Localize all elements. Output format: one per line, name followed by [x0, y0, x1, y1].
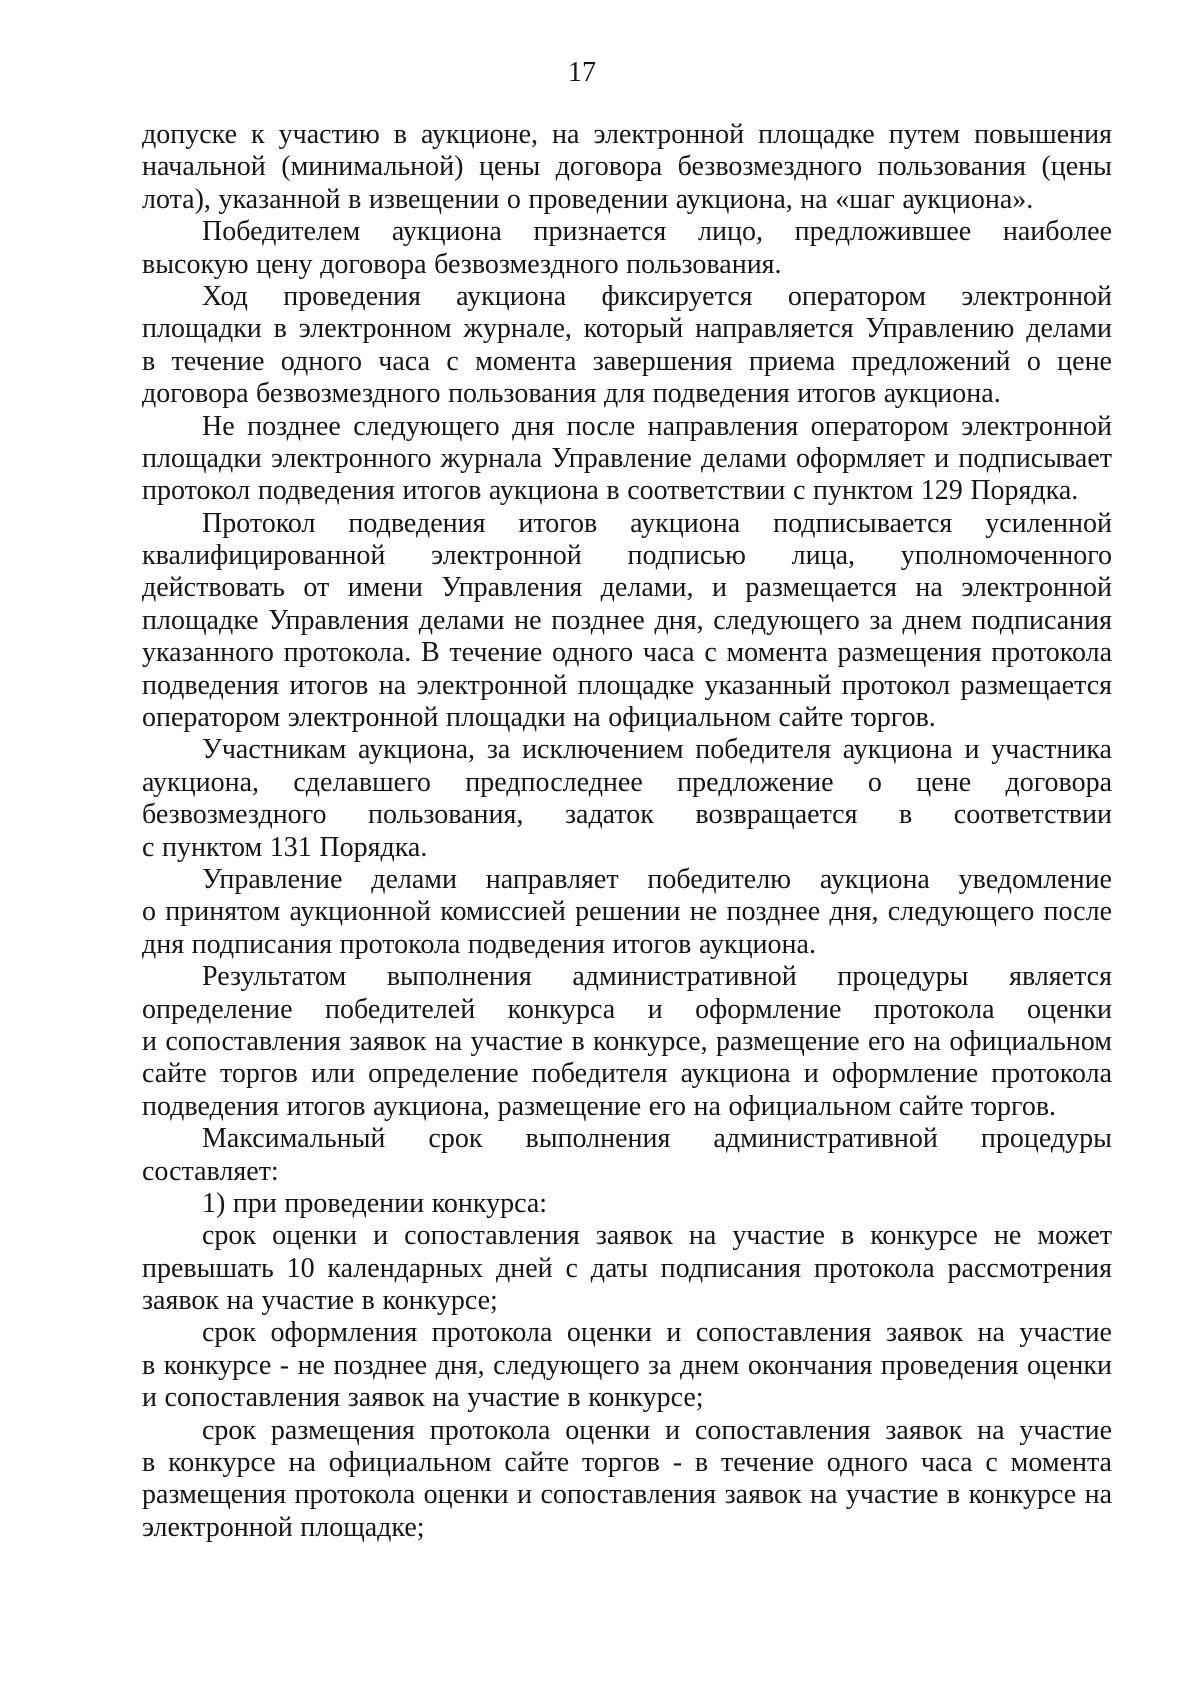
paragraph-protocol-signing-deadline [142, 411, 1112, 508]
paragraph-contest-item-heading [142, 1188, 1112, 1220]
paragraph-auction-winner [142, 216, 1112, 281]
text-line: договора безвозмездного пользования для подведения итогов аукциона. [142, 378, 1001, 410]
text-line: Победителем аукциона признается лицо, предложившее наиболее [202, 216, 1112, 248]
text-line: высокую цену договора безвозмездного пользования. [142, 248, 782, 280]
text-line: безвозмездного пользования, задаток возвращается в соответствии [142, 799, 1112, 831]
text-line: в течение одного часа с момента завершения приема предложений о цене [142, 345, 1112, 377]
text-line: срок оформления протокола оценки и сопоставления заявок на участие [202, 1317, 1112, 1349]
text-line: аукциона, сделавшего предпоследнее предложение о цене договора [142, 766, 1112, 798]
paragraph-protocol-publication-term [142, 1415, 1112, 1545]
text-line: протокол подведения итогов аукциона в соответствии с пунктом 129 Порядка. [142, 475, 1079, 507]
text-line: лота), указанной в извещении о проведении аукциона, на «шаг аукциона». [142, 183, 1034, 215]
text-line: Не позднее следующего дня после направления оператором электронной [202, 410, 1112, 442]
text-line: и сопоставления заявок на участие в конкурсе, размещение его на официальном [142, 1025, 1112, 1057]
text-line: подведения итогов аукциона, размещение его на официальном сайте торгов. [142, 1090, 1057, 1122]
text-line: действовать от имени Управления делами, и размещается на электронной [142, 572, 1112, 604]
text-line: указанного протокола. В течение одного часа с момента размещения протокола [142, 637, 1112, 669]
text-line: в конкурсе - не позднее дня, следующего за днем окончания проведения оценки [142, 1349, 1112, 1381]
paragraph-deposit-return [142, 734, 1112, 864]
text-line: определение победителей конкурса и оформление протокола оценки [142, 993, 1112, 1025]
text-line: электронной площадке; [142, 1511, 425, 1543]
paragraph-protocol-drafting-term [142, 1317, 1112, 1414]
text-line: подведения итогов на электронной площадке указанный протокол размещается [142, 669, 1112, 701]
paragraph-procedure-result [142, 961, 1112, 1123]
text-line: заявок на участие в конкурсе; [142, 1285, 498, 1317]
text-line: составляет: [142, 1155, 279, 1187]
text-line: Ход проведения аукциона фиксируется оператором электронной [202, 280, 1112, 312]
paragraph-winner-notification [142, 864, 1112, 961]
text-line: Протокол подведения итогов аукциона подписывается усиленной [202, 507, 1112, 539]
text-line: дня подписания протокола подведения итогов аукциона. [142, 928, 816, 960]
paragraph-auction-progress-log [142, 281, 1112, 411]
page-number: 17 [568, 57, 596, 88]
text-line: с пунктом 131 Порядка. [142, 831, 428, 863]
document-body [142, 119, 1112, 1544]
paragraph-protocol-signature-placement [142, 508, 1112, 735]
paragraph-max-term-intro [142, 1123, 1112, 1188]
text-line: Участникам аукциона, за исключением победителя аукциона и участника [202, 734, 1112, 766]
text-line: Результатом выполнения административной процедуры является [202, 961, 1112, 993]
text-line: допуске к участию в аукционе, на электронной площадке путем повышения [142, 119, 1112, 150]
text-line: размещения протокола оценки и сопоставления заявок на участие в конкурсе на [142, 1479, 1112, 1511]
text-line: Максимальный срок выполнения административной процедуры [202, 1123, 1112, 1155]
text-line: сайте торгов или определение победителя аукциона и оформление протокола [142, 1058, 1112, 1090]
text-line: о принятом аукционной комиссией решении не позднее дня, следующего после [142, 896, 1112, 928]
text-line: Управление делами направляет победителю аукциона уведомление [202, 863, 1112, 895]
text-line: начальной (минимальной) цены договора безвозмездного пользования (цены [142, 151, 1112, 183]
text-line: превышать 10 календарных дней с даты подписания протокола рассмотрения [142, 1252, 1112, 1284]
text-line: в конкурсе на официальном сайте торгов - в течение одного часа с момента [142, 1447, 1112, 1479]
text-line: площадки в электронном журнале, который направляется Управлению делами [142, 313, 1112, 345]
text-line: площадке Управления делами не позднее дня, следующего за днем подписания [142, 604, 1112, 636]
text-line: срок оценки и сопоставления заявок на участие в конкурсе не может [202, 1220, 1112, 1252]
paragraph-allowance-auction-step [142, 119, 1112, 216]
text-line: срок размещения протокола оценки и сопоставления заявок на участие [202, 1414, 1112, 1446]
text-line: и сопоставления заявок на участие в конкурсе; [142, 1382, 704, 1414]
text-line: площадки электронного журнала Управление делами оформляет и подписывает [142, 442, 1112, 474]
text-line: 1) при проведении конкурса: [202, 1187, 548, 1219]
paragraph-evaluation-term [142, 1220, 1112, 1317]
text-line: оператором электронной площадки на официальном сайте торгов. [142, 702, 936, 734]
text-line: квалифицированной электронной подписью лица, уполномоченного [142, 540, 1112, 572]
